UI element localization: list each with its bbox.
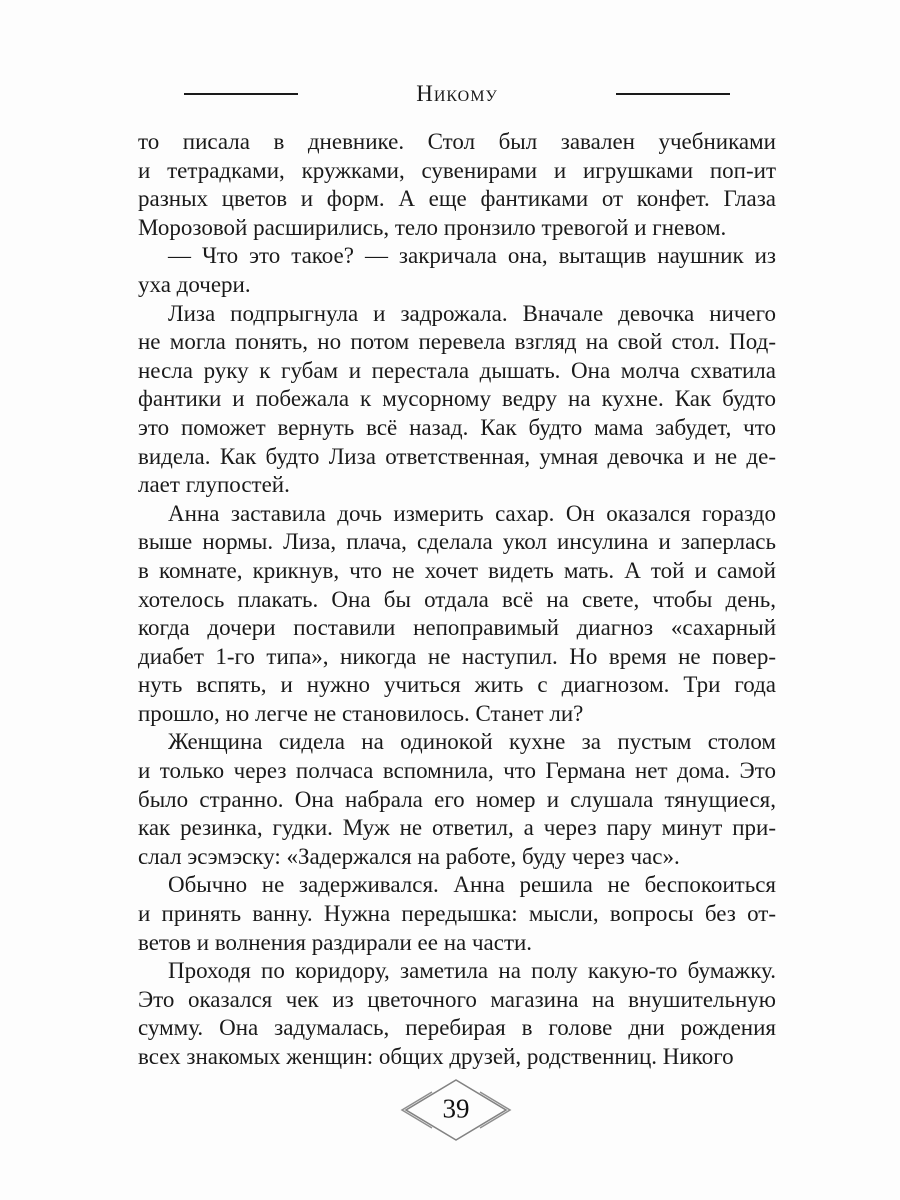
text-line: Обычно не задерживался. Анна решила не беспокоиться <box>168 872 776 898</box>
text-line: Проходя по коридору, заметила на полу какую-то бумажку. <box>168 958 776 984</box>
header-title: Никому <box>416 81 498 106</box>
page-number: 39 <box>442 1093 470 1124</box>
page-body-text <box>138 128 776 1072</box>
page-footer <box>394 1078 518 1142</box>
text-line: то писала в дневнике. Стол был завален учебниками <box>138 129 776 154</box>
paragraph <box>138 300 776 500</box>
paragraph <box>138 242 776 299</box>
text-line: не могла понять, но потом перевела взгляд на свой стол. Под- <box>138 329 776 355</box>
text-line: как резинка, гудки. Муж не ответил, а через пару минут при- <box>138 815 776 841</box>
text-line: и принять ванну. Нужна передышка: мысли, вопросы без от- <box>138 901 776 927</box>
paragraph <box>138 500 776 729</box>
text-line: фантики и побежала к мусорному ведру на кухне. Как будто <box>138 386 776 412</box>
text-line: Анна заставила дочь измерить сахар. Он оказался гораздо <box>168 500 776 526</box>
text-line: прошло, но легче не становилось. Станет ли? <box>138 700 584 726</box>
text-line: несла руку к губам и перестала дышать. Она молча схватила <box>138 357 776 383</box>
text-line: диабет 1-го типа», никогда не наступил. Но время не повер- <box>138 643 776 669</box>
text-line: лает глупостей. <box>138 472 290 498</box>
text-line: Это оказался чек из цветочного магазина на внушительную <box>138 986 776 1012</box>
text-line: нуть вспять, и нужно учиться жить с диагнозом. Три года <box>138 672 776 698</box>
text-line: Морозовой расширились, тело пронзило тревогой и гневом. <box>138 214 727 240</box>
text-line: слал эсэмэску: «Задержался на работе, буду через час». <box>138 843 680 869</box>
text-line: и только через полчаса вспомнила, что Германа нет дома. Это <box>138 758 776 784</box>
text-line: всех знакомых женщин: общих друзей, родственниц. Никого <box>138 1044 734 1069</box>
paragraph <box>138 957 776 1071</box>
header-rule-left-icon <box>184 93 298 95</box>
header-rule-right-icon <box>616 93 730 95</box>
text-line: сумму. Она задумалась, перебирая в голове дни рождения <box>138 1015 776 1041</box>
text-line: это поможет вернуть всё назад. Как будто мама забудет, что <box>138 414 776 440</box>
text-line: разных цветов и форм. А еще фантиками от конфет. Глаза <box>138 186 776 212</box>
paragraph <box>138 871 776 957</box>
running-header <box>138 80 776 108</box>
text-line: Лиза подпрыгнула и задрожала. Вначале девочка ничего <box>168 300 776 326</box>
text-line: — Что это такое? — закричала она, вытащив наушник из <box>168 243 776 269</box>
text-line: в комнате, крикнув, что не хочет видеть мать. А той и самой <box>138 557 776 583</box>
paragraph <box>138 128 776 242</box>
text-line: уха дочери. <box>138 271 251 297</box>
text-line: было странно. Она набрала его номер и слушала тянущиеся, <box>138 786 776 812</box>
text-line: и тетрадками, кружками, сувенирами и игрушками поп-ит <box>138 157 776 183</box>
text-line: Женщина сидела на одинокой кухне за пустым столом <box>168 729 776 755</box>
text-line: хотелось плакать. Она бы отдала всё на свете, чтобы день, <box>138 586 776 612</box>
text-line: ветов и волнения раздирали ее на части. <box>138 929 533 955</box>
text-line: когда дочери поставили непоправимый диагноз «сахарный <box>138 615 776 641</box>
text-line: выше нормы. Лиза, плача, сделала укол инсулина и заперлась <box>138 529 776 555</box>
text-line: видела. Как будто Лиза ответственная, умная девочка и не де- <box>138 443 776 469</box>
paragraph <box>138 728 776 871</box>
